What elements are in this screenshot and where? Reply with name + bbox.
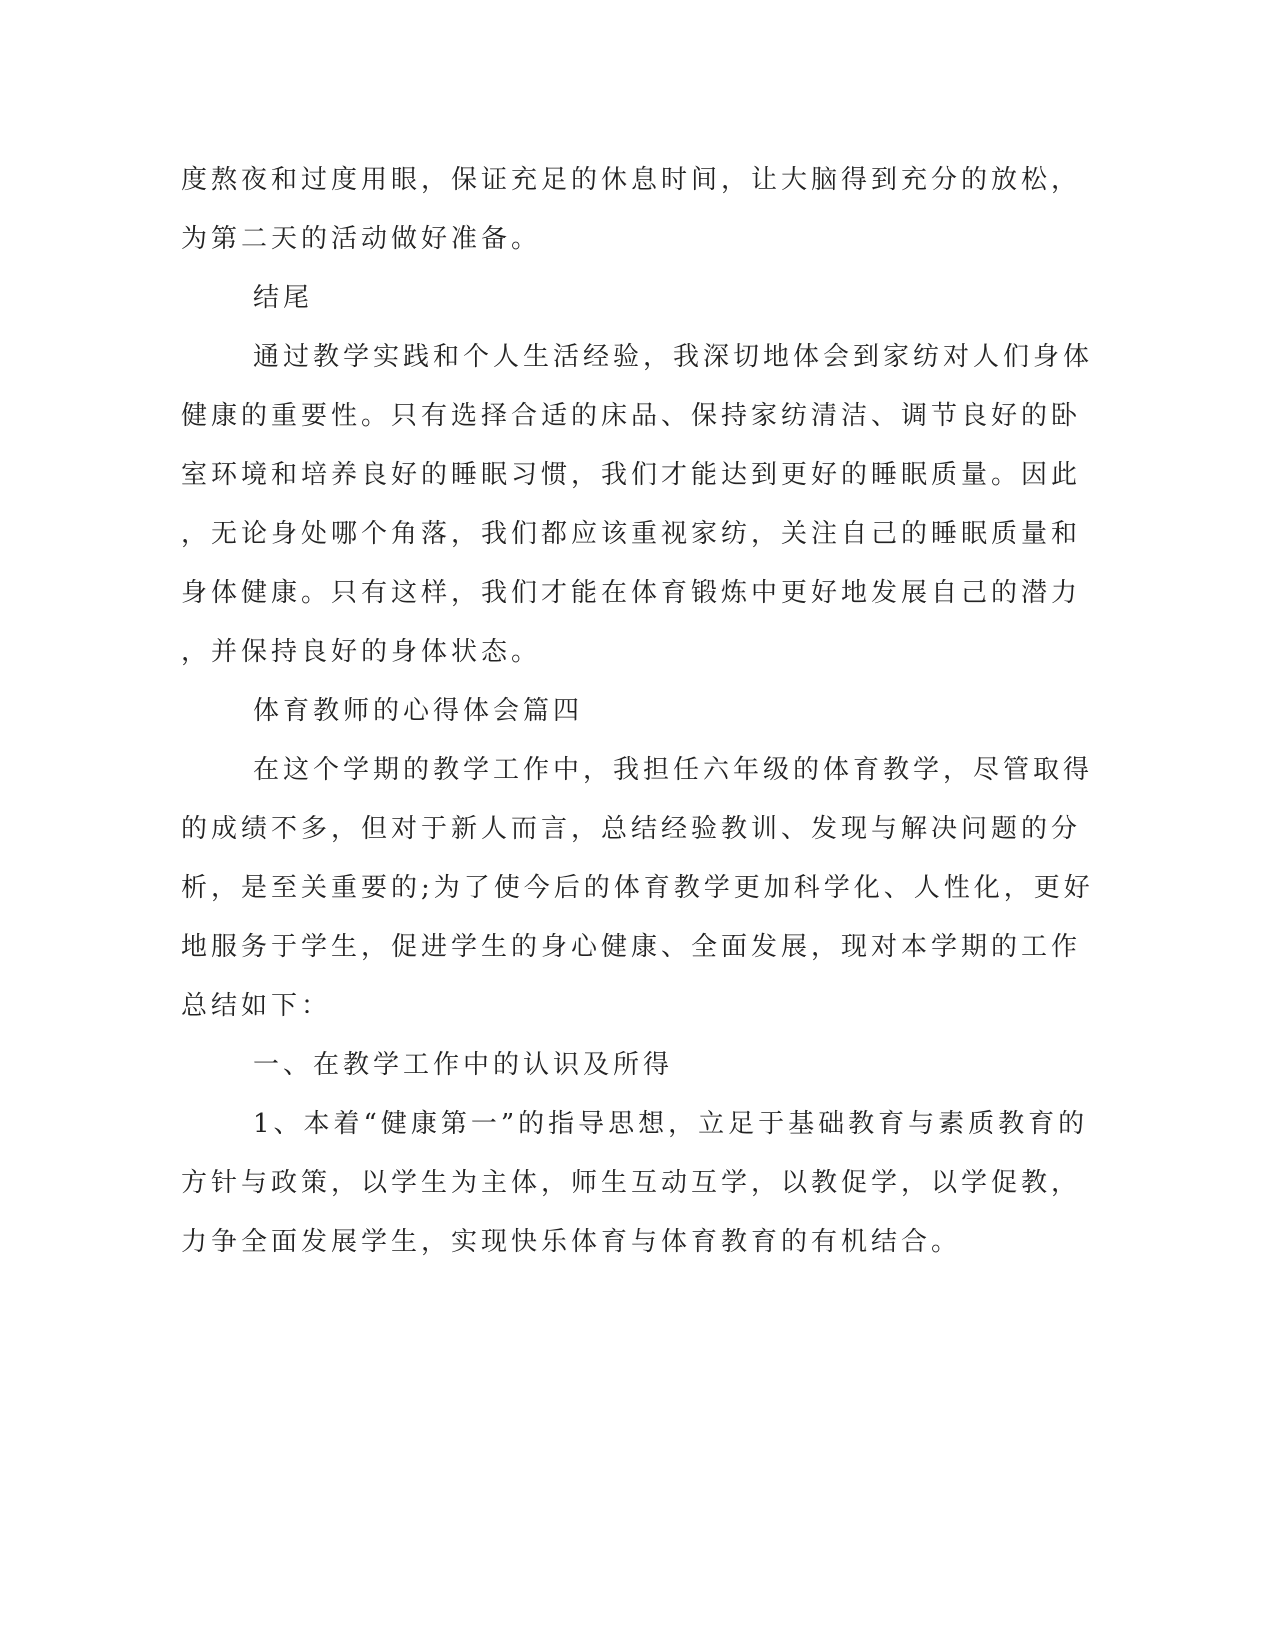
text-line: ，并保持良好的身体状态。 (181, 637, 542, 667)
text-line: 度熬夜和过度用眼，保证充足的休息时间，让大脑得到充分的放松， (181, 165, 1082, 195)
text-line: 身体健康。只有这样，我们才能在体育锻炼中更好地发展自己的潜力 (181, 578, 1082, 608)
text-line: 为第二天的活动做好准备。 (181, 224, 542, 254)
text-line: 力争全面发展学生，实现快乐体育与体育教育的有机结合。 (181, 1227, 962, 1257)
section-heading-part-four: 体育教师的心得体会篇四 (253, 696, 584, 726)
subsection-heading: 一、在教学工作中的认识及所得 (253, 1050, 674, 1080)
text-line: 的成绩不多，但对于新人而言，总结经验教训、发现与解决问题的分 (181, 814, 1082, 844)
text-line: 析，是至关重要的;为了使今后的体育教学更加科学化、人性化，更好 (181, 873, 1094, 903)
text-line: 1、本着“健康第一”的指导思想，立足于基础教育与素质教育的 (253, 1109, 1089, 1139)
text-line: 健康的重要性。只有选择合适的床品、保持家纺清洁、调节良好的卧 (181, 401, 1082, 431)
section-heading-ending: 结尾 (253, 283, 314, 313)
text-line: 地服务于学生，促进学生的身心健康、全面发展，现对本学期的工作 (181, 932, 1082, 962)
text-line: 总结如下： (181, 991, 332, 1021)
text-line: 在这个学期的教学工作中，我担任六年级的体育教学，尽管取得 (253, 755, 1094, 785)
text-line: 通过教学实践和个人生活经验，我深切地体会到家纺对人们身体 (253, 342, 1094, 372)
text-line: 室环境和培养良好的睡眠习惯，我们才能达到更好的睡眠质量。因此 (181, 460, 1082, 490)
document-body (181, 151, 1094, 1272)
text-line: ，无论身处哪个角落，我们都应该重视家纺，关注自己的睡眠质量和 (181, 519, 1082, 549)
text-line: 方针与政策，以学生为主体，师生互动互学，以教促学，以学促教， (181, 1168, 1082, 1198)
